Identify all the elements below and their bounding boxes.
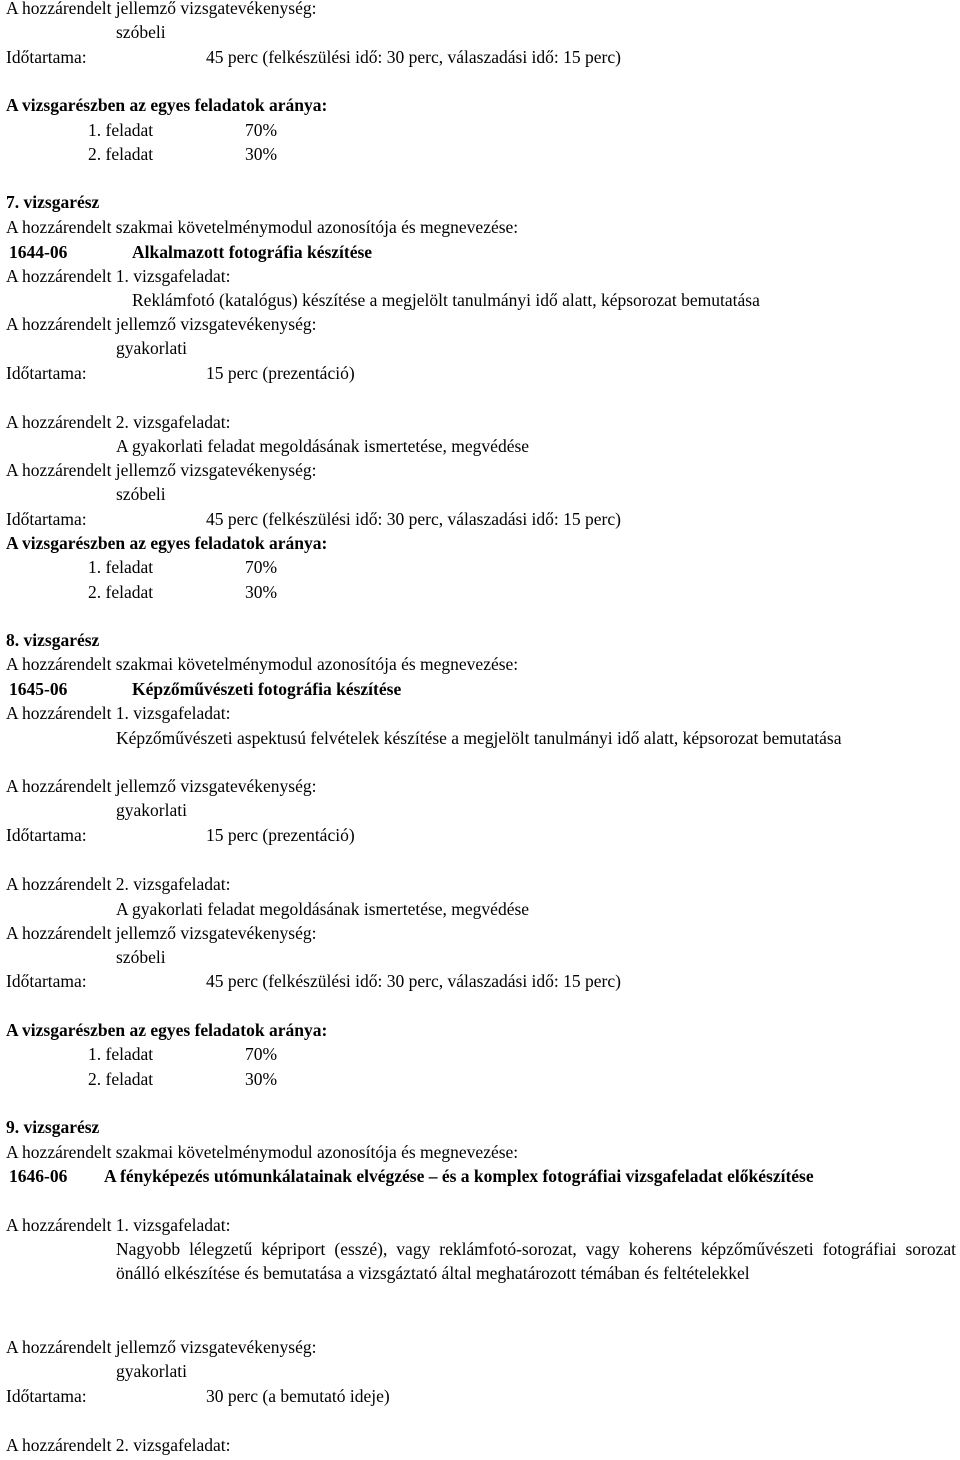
idotartam-label: Időtartama: <box>6 47 87 67</box>
vizsgafeladat-2-text: A gyakorlati feladat megoldásának ismertetése, megvédése <box>116 899 530 919</box>
idotartam-label: Időtartama: <box>6 363 87 383</box>
idotartam-label: Időtartama: <box>6 825 87 845</box>
idotartam-value: 30 perc (a bemutató ideje) <box>206 1386 390 1406</box>
arany-label: A vizsgarészben az egyes feladatok aránya: <box>6 95 328 115</box>
idotartam-value: 15 perc (prezentáció) <box>206 825 355 845</box>
modul-code: 1644-06 <box>9 242 68 262</box>
modul-code: 1645-06 <box>9 679 68 699</box>
modul-title: A fényképezés utómunkálatainak elvégzése – és a komplex fotográfiai vizsgafeladat előkészítése <box>104 1166 814 1186</box>
jellemzo-label: A hozzárendelt jellemző vizsgatevékenység: <box>6 923 317 943</box>
jellemzo-label: A hozzárendelt jellemző vizsgatevékenység: <box>6 776 317 796</box>
jellemzo-value: gyakorlati <box>116 1361 187 1381</box>
jellemzo-label: A hozzárendelt jellemző vizsgatevékenység: <box>6 314 317 334</box>
jellemzo-value: szóbeli <box>116 484 166 504</box>
arany-label: A vizsgarészben az egyes feladatok aránya: <box>6 533 328 553</box>
modul-title: Képzőművészeti fotográfia készítése <box>132 679 402 699</box>
task-label: 2. feladat <box>88 1069 154 1089</box>
jellemzo-label: A hozzárendelt jellemző vizsgatevékenység: <box>6 460 317 480</box>
task-label: 1. feladat <box>88 557 154 577</box>
task-label: 2. feladat <box>88 582 154 602</box>
idotartam-value: 45 perc (felkészülési idő: 30 perc, válaszadási idő: 15 perc) <box>206 509 621 529</box>
idotartam-value: 15 perc (prezentáció) <box>206 363 355 383</box>
jellemzo-value: gyakorlati <box>116 338 187 358</box>
idotartam-value: 45 perc (felkészülési idő: 30 perc, válaszadási idő: 15 perc) <box>206 971 621 991</box>
arany-label: A vizsgarészben az egyes feladatok aránya: <box>6 1020 328 1040</box>
vizsgafeladat-1-label: A hozzárendelt 1. vizsgafeladat: <box>6 1215 231 1235</box>
vizsgafeladat-2-label: A hozzárendelt 2. vizsgafeladat: <box>6 874 231 894</box>
idotartam-label: Időtartama: <box>6 1386 87 1406</box>
vizsgafeladat-1-text: Nagyobb lélegzetű képriport (esszé), vagy reklámfotó-sorozat, vagy koherens képzőművészeti fotográfiai sorozat önálló elkészítése és bemutatása a vizsgáztató által meghatározott témában és feltételekkel <box>116 1239 956 1283</box>
idotartam-value: 45 perc (felkészülési idő: 30 perc, válaszadási idő: 15 perc) <box>206 47 621 67</box>
task-label: 1. feladat <box>88 1044 154 1064</box>
jellemzo-label: A hozzárendelt jellemző vizsgatevékenység: <box>6 1337 317 1357</box>
modul-label: A hozzárendelt szakmai követelménymodul azonosítója és megnevezése: <box>6 654 519 674</box>
vizsgafeladat-1-text: Képzőművészeti aspektusú felvételek készítése a megjelölt tanulmányi idő alatt, képsorozat bemutatása <box>116 728 842 748</box>
vizsgafeladat-1-text: Reklámfotó (katalógus) készítése a megjelölt tanulmányi idő alatt, képsorozat bemutatása <box>132 290 760 310</box>
idotartam-row <box>6 45 87 69</box>
task-label: 2. feladat <box>88 144 154 164</box>
jellemzo-value: gyakorlati <box>116 800 187 820</box>
vizsgafeladat-2-label: A hozzárendelt 2. vizsgafeladat: <box>6 412 231 432</box>
section-heading: 7. vizsgarész <box>6 192 100 212</box>
modul-code: 1646-06 <box>9 1166 68 1186</box>
idotartam-label: Időtartama: <box>6 971 87 991</box>
modul-row <box>6 1164 956 1214</box>
task-label: 1. feladat <box>88 120 154 140</box>
vizsgafeladat-1-label: A hozzárendelt 1. vizsgafeladat: <box>6 703 231 723</box>
vizsgafeladat-2-text: A gyakorlati feladat megoldásának ismertetése, megvédése <box>116 436 530 456</box>
task-percent: 70% <box>245 1044 278 1064</box>
task-percent: 30% <box>245 1069 278 1089</box>
modul-label: A hozzárendelt szakmai követelménymodul azonosítója és megnevezése: <box>6 1142 519 1162</box>
task-percent: 70% <box>245 557 278 577</box>
section-heading: 8. vizsgarész <box>6 630 100 650</box>
vizsgafeladat-2-label: A hozzárendelt 2. vizsgafeladat: <box>6 1435 231 1455</box>
jellemzo-label: A hozzárendelt jellemző vizsgatevékenység: <box>6 0 317 18</box>
section-heading: 9. vizsgarész <box>6 1117 100 1137</box>
jellemzo-value: szóbeli <box>116 947 166 967</box>
modul-label: A hozzárendelt szakmai követelménymodul azonosítója és megnevezése: <box>6 217 519 237</box>
task-percent: 70% <box>245 120 278 140</box>
modul-title: Alkalmazott fotográfia készítése <box>132 242 373 262</box>
task-percent: 30% <box>245 582 278 602</box>
vizsgafeladat-1-label: A hozzárendelt 1. vizsgafeladat: <box>6 266 231 286</box>
idotartam-label: Időtartama: <box>6 509 87 529</box>
task-percent: 30% <box>245 144 278 164</box>
jellemzo-value: szóbeli <box>116 22 166 42</box>
